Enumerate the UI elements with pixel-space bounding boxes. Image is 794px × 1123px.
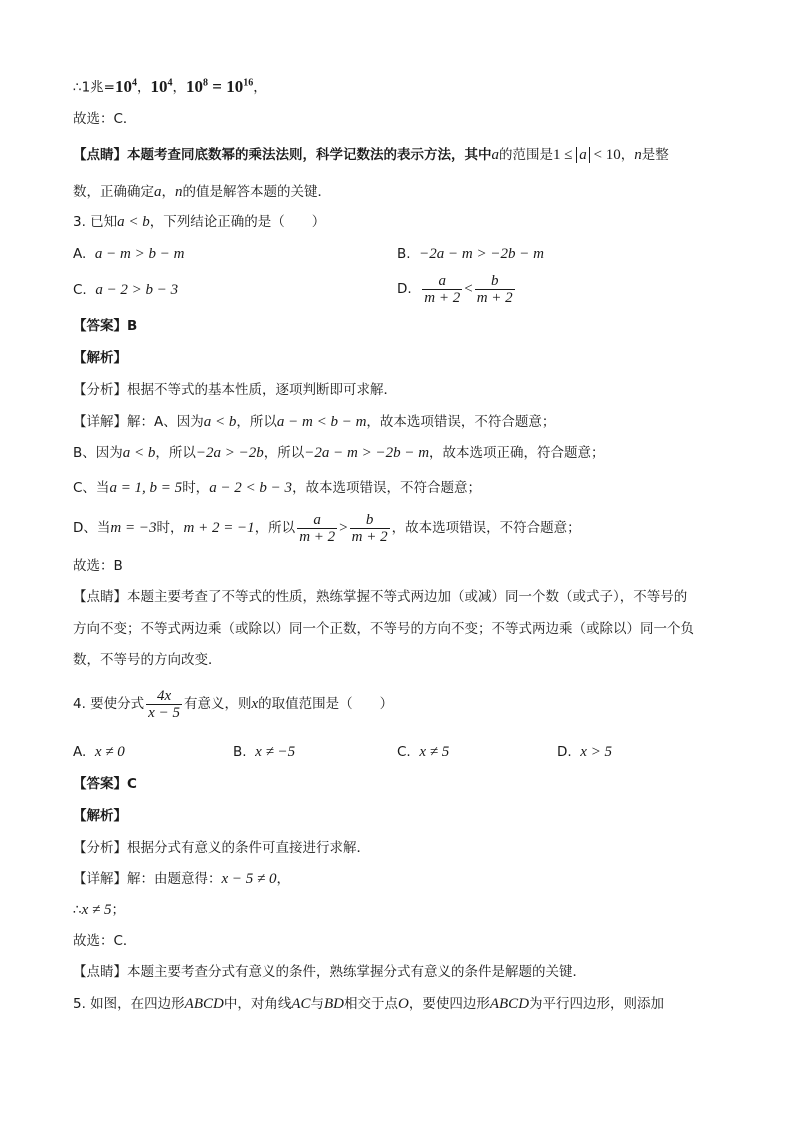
q4-answer: 【答案】C	[73, 776, 137, 792]
q2-tip-line1: 【点睛】本题考查同底数幂的乘法法则，科学记数法的表示方法，其中a的范围是1 ≤ a < 10，n是整	[73, 147, 669, 163]
q3-answer: 【答案】B	[73, 318, 138, 334]
q3-option-c: C. a − 2 > b − 3	[73, 282, 179, 298]
line-trillion: ∴1兆$=10^4$，$10^4$，$10^8 = 10^{16}$，	[73, 76, 267, 96]
q4-option-a: A. x ≠ 0	[73, 744, 125, 760]
q4-option-d: D. x > 5	[557, 744, 613, 760]
q4-tip: 【点睛】本题主要考查分式有意义的条件，熟练掌握分式有意义的条件是解题的关键．	[73, 964, 586, 980]
q3-option-a: A. a − m > b − m	[73, 246, 185, 262]
q3-option-d: D. $\frac{a}{m + 2}$ < $\frac{b}{m + 2}$	[397, 272, 513, 306]
q3-analysis: 【解析】	[73, 350, 127, 366]
q4-detail: 【详解】解：由题意得：x − 5 ≠ 0，	[73, 871, 291, 887]
q4-choose: 故选：C．	[73, 933, 137, 949]
q2-choose: 故选：C．	[73, 111, 137, 127]
q3-detail-b: B、因为a < b，所以−2a > −2b，所以−2a − m > −2b − m，故本选项正确，符合题意；	[73, 445, 605, 461]
q4-analysis: 【解析】	[73, 808, 127, 824]
q3-tip-line2: 方向不变；不等式两边乘（或除以）同一个正数，不等号的方向不变；不等式两边乘（或除以）同一个负	[73, 621, 694, 637]
q3-tip-line3: 数，不等号的方向改变．	[73, 652, 222, 668]
q2-tip-line2: 数，正确确定a，n的值是解答本题的关键．	[73, 184, 331, 200]
q5-stem: 5. 如图，在四边形ABCD中，对角线AC与BD相交于点O，要使四边形ABCD为平行四边形，则添加	[73, 996, 665, 1012]
q3-detail-a: 【详解】解：A、因为a < b，所以a − m < b − m，故本选项错误，不符合题意；	[73, 414, 556, 430]
q4-therefore: ∴x ≠ 5；	[73, 902, 125, 918]
q3-detail-d: D、当m = −3时，m + 2 = −1，所以 $\frac{a}{m + 2}$ > $\frac{b}{m + 2}$ ，故本选项错误，不符合题意；	[73, 511, 581, 545]
q4-option-b: B. x ≠ −5	[233, 744, 296, 760]
q4-fenxi: 【分析】根据分式有意义的条件可直接进行求解．	[73, 840, 370, 856]
q3-option-b: B. −2a − m > −2b − m	[397, 246, 544, 262]
q3-tip-line1: 【点睛】本题主要考查了不等式的性质，熟练掌握不等式两边加（或减）同一个数（或式子），不等号的	[73, 589, 688, 605]
q4-stem: 4. 要使分式 $\frac{4x}{x - 5}$ 有意义，则x的取值范围是（ ）	[73, 687, 394, 721]
q4-option-c: C. x ≠ 5	[397, 744, 450, 760]
q3-detail-c: C、当a = 1, b = 5时，a − 2 < b − 3，故本选项错误，不符合题意；	[73, 480, 482, 496]
q3-choose: 故选：B	[73, 558, 123, 574]
q3-stem: 3. 已知a < b，下列结论正确的是（ ）	[73, 214, 326, 230]
q3-fenxi: 【分析】根据不等式的基本性质，逐项判断即可求解．	[73, 382, 397, 398]
